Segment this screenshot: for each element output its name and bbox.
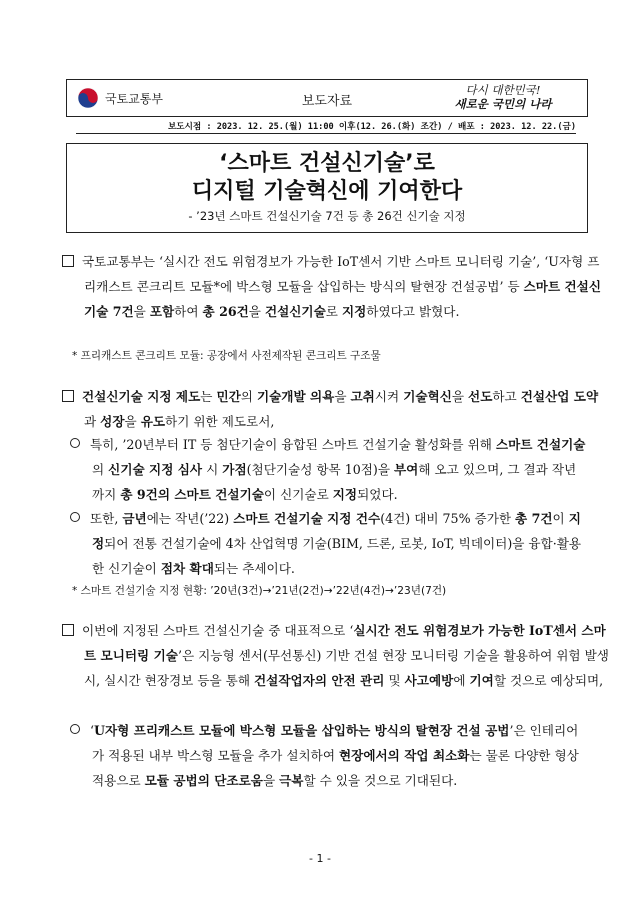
title-box xyxy=(66,143,588,233)
paragraph-2: 건설신기술 지정 제도는 민간의 기술개발 의욕을 고취시켜 기술혁신을 선도하고 건설산업 도약과 성장을 유도하기 위한 제도로서, xyxy=(62,384,610,434)
page-number: - 1 - xyxy=(309,852,331,865)
slogan-line1: 다시 대한민국! xyxy=(465,83,541,97)
sub-item-2: 또한, 금년에는 작년(’22) 스마트 건설기술 지정 건수(4건) 대비 75% 증가한 총 7건이 지정되어 전통 건설기술에 4차 산업혁명 기술(BIM, 드론, 로봇, IoT, 빅데이터)을 융합·활용한 신기술이 점차 확대되는 추세이다. xyxy=(70,506,588,581)
header-box xyxy=(66,79,588,117)
sub-item-3: ‘U자형 프리캐스트 모듈에 박스형 모듈을 삽입하는 방식의 탈현장 건설 공법’은 인테리어가 적용된 내부 박스형 모듈을 추가 설치하여 현장에서의 작업 최소화는 물론 다양한 형상 적용으로 모듈 공법의 단조로움을 극복할 수 있을 것으로 기대된다. xyxy=(70,718,588,793)
title-line1: ‘스마트 건설신기술’로 xyxy=(219,151,435,176)
circle-bullet-icon xyxy=(70,438,80,448)
square-bullet-icon xyxy=(62,390,74,402)
square-bullet-icon xyxy=(62,255,74,267)
slogan xyxy=(443,83,563,111)
circle-bullet-icon xyxy=(70,512,80,522)
slogan-line2: 새로운 국민의 나라 xyxy=(454,97,552,111)
doc-type: 보도자료 xyxy=(301,94,353,109)
paragraph-1: 국토교통부는 ‘실시간 전도 위험경보가 가능한 IoT센서 기반 스마트 모니터링 기술’, ‘U자형 프리캐스트 콘크리트 모듈*에 박스형 모듈을 삽입하는 방식의 탈현장 건설공법’ 등 스마트 건설신기술 7건을 포함하여 총 26건을 건설신기술로 지정하였다고 밝혔다. xyxy=(62,249,610,324)
square-bullet-icon xyxy=(62,624,74,636)
footnote-1: * 프리캐스트 콘크리트 모듈: 공장에서 사전제작된 콘크리트 구조물 xyxy=(72,350,381,362)
title-line2: 디지털 기술혁신에 기여한다 xyxy=(191,179,463,204)
footnote-2: * 스마트 건설기술 지정 현황: ’20년(3건)→’21년(2건)→’22년(4건)→’23년(7건) xyxy=(72,585,447,597)
embargo-line: 보도시점 : 2023. 12. 25.(월) 11:00 이후(12. 26.(화) 조간) / 배포 : 2023. 12. 22.(금) xyxy=(76,120,576,134)
circle-bullet-icon xyxy=(70,724,80,734)
sub-item-1: 특히, ’20년부터 IT 등 첨단기술이 융합된 스마트 건설기술 활성화를 위해 스마트 건설기술의 신기술 지정 심사 시 가점(첨단기술성 항목 10점)을 부여해 오고 있으며, 그 결과 작년까지 총 9건의 스마트 건설기술이 신기술로 지정되었다. xyxy=(70,432,588,507)
paragraph-3: 이번에 지정된 스마트 건설신기술 중 대표적으로 ‘실시간 전도 위험경보가 가능한 IoT센서 스마트 모니터링 기술’은 지능형 센서(무선통신) 기반 건설 현장 모니터링 기술을 활용하여 위험 발생 시, 실시간 현장경보 등을 통해 건설작업자의 안전 관리 및 사고예방에 기여할 것으로 예상되며, xyxy=(62,618,610,693)
ministry-name: 국토교통부 xyxy=(105,91,163,106)
subtitle: - ’23년 스마트 건설신기술 7건 등 총 26건 신기술 지정 xyxy=(188,209,466,223)
